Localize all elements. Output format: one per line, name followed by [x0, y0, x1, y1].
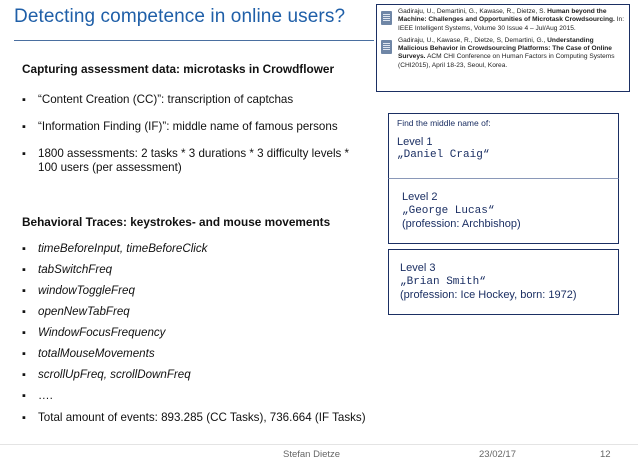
reference-text: Gadiraju, U., Kawase, R., Dietze, S, Demartini, G., Understanding Malicious Behavior in Crowdsourcing Platforms: The Case of Online Surveys. ACM CHI Conference on Human Factors in Computing Systems (CHI2015), April 18-23, Seoul, Korea.	[398, 36, 615, 69]
reference-text: Gadiraju, U., Demartini, G., Kawase, R., Dietze, S. Human beyond the Machine: Challenges and Opportunities of Microtask Crowdsourcing. In: IEEE Intelligent Systems, Volume 30 Issue 4 – Jul/Aug 2015.	[398, 8, 625, 32]
bullet-item: ▪ 1800 assessments: 2 tasks * 3 durations * 3 difficulty levels * 100 users (per assessment)	[22, 147, 367, 175]
level-hint: (profession: Archbishop)	[402, 218, 521, 230]
level-label: Level 3	[400, 262, 436, 274]
bullet-item: ▪ scrollUpFreq, scrollDownFreq	[22, 368, 367, 382]
references-box	[376, 4, 630, 92]
bullet-item: ▪ “Content Creation (CC)”: transcription of captchas	[22, 93, 367, 107]
document-icon	[381, 40, 392, 54]
celebrity-name: „George Lucas“	[402, 205, 495, 217]
reference-item	[380, 8, 625, 33]
reference-item	[380, 37, 625, 70]
bullet-item: ▪ WindowFocusFrequency	[22, 326, 367, 340]
bullet-item: ▪ windowToggleFreq	[22, 284, 367, 298]
celebrity-name: „Daniel Craig“	[397, 149, 490, 161]
bullet-item: ▪ totalMouseMovements	[22, 347, 367, 361]
footer-divider	[0, 444, 638, 445]
bullet-item: ▪ tabSwitchFreq	[22, 263, 367, 277]
bullet-item: ▪ “Information Finding (IF)”: middle name of famous persons	[22, 120, 367, 134]
footer-author: Stefan Dietze	[283, 449, 341, 460]
slide-title: Detecting competence in online users?	[14, 6, 346, 27]
title-underline	[14, 40, 374, 41]
bullet-item: ▪ openNewTabFreq	[22, 305, 367, 319]
footer-page-number: 12	[600, 449, 611, 460]
celebrity-name: „Brian Smith“	[400, 276, 486, 288]
example-card-level3	[388, 249, 619, 315]
example-card-level1	[388, 113, 619, 182]
section-heading-assessment: Capturing assessment data: microtasks in Crowdflower	[22, 62, 335, 76]
level-label: Level 1	[397, 136, 433, 148]
bullet-item-total: ▪ Total amount of events: 893.285 (CC Tasks), 736.664 (IF Tasks)	[22, 411, 367, 425]
example-prompt: Find the middle name of:	[397, 118, 491, 128]
bullet-item: ▪ timeBeforeInput, timeBeforeClick	[22, 242, 367, 256]
example-card-level2	[388, 178, 619, 244]
section-heading-behavioral: Behavioral Traces: keystrokes- and mouse movements	[22, 215, 331, 229]
main-content	[22, 62, 367, 425]
footer-date: 23/02/17	[479, 449, 516, 460]
level-label: Level 2	[402, 191, 438, 203]
bullet-item: ▪ ….	[22, 389, 367, 403]
level-hint: (profession: Ice Hockey, born: 1972)	[400, 289, 577, 301]
document-icon	[381, 11, 392, 25]
